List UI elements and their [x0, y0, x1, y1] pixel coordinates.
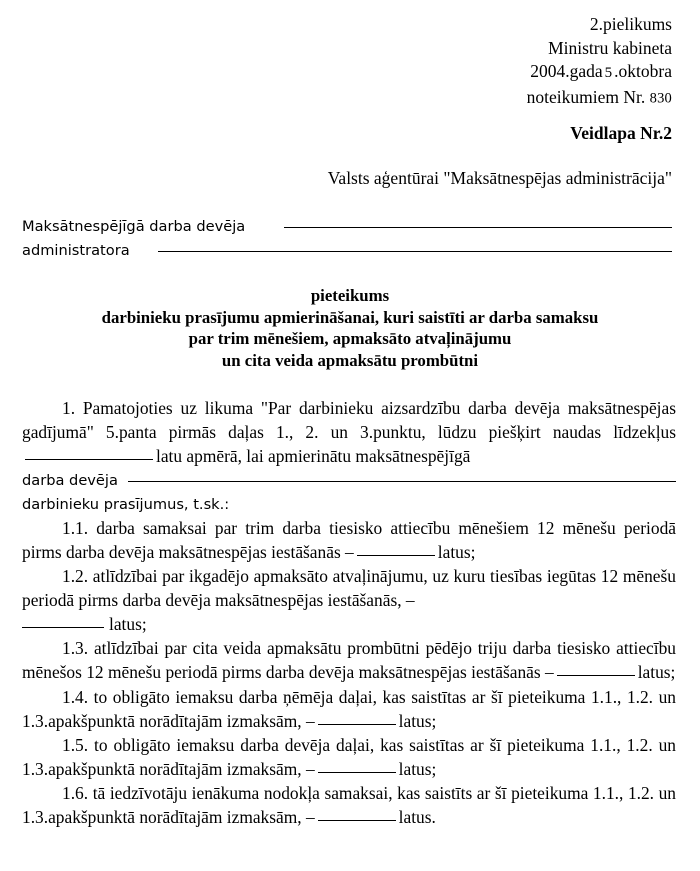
item-1-4-number: 1.4. — [62, 686, 89, 707]
item-1-6-number: 1.6. — [62, 782, 89, 803]
appendix-label: 2.pielikums — [589, 14, 672, 34]
administrator-row-1 — [22, 215, 672, 239]
item-1-4-unit: latus; — [398, 710, 437, 731]
form-number-heading: Veidlapa Nr.2 — [570, 123, 672, 143]
item-1-5-unit: latus; — [398, 758, 437, 779]
item-1-2 — [22, 564, 676, 612]
regulation-number-line — [527, 86, 672, 111]
item-1-6 — [22, 781, 676, 829]
item-1-5-number: 1.5. — [62, 734, 89, 755]
administrator-fill-in-block — [22, 215, 672, 263]
administrator-line1-label: Maksātnespējīgā darba devēja — [22, 218, 246, 235]
item-1-3-number: 1.3. — [62, 638, 89, 659]
regulation-number-prefix: noteikumiem Nr. — [526, 86, 646, 107]
administrator-name-field-line1[interactable] — [284, 227, 672, 228]
amount-field-1-1[interactable] — [357, 540, 435, 556]
title-line-3: par trim mēnešiem, apmaksāto atvaļinājumu — [188, 329, 512, 348]
item-1-4 — [22, 685, 676, 733]
item-1-5-text: to obligāto iemaksu darba devēja daļai, kas saistītas ar šī pieteikuma 1.1., 1.2. un 1.3.apakšpunktā norādītajām izmaksām, – — [22, 734, 676, 779]
item-1-1-number: 1.1. — [62, 517, 89, 538]
employer-name-field[interactable] — [128, 481, 676, 482]
item-1-2-unit: latus; — [109, 614, 147, 635]
regulation-date-day: 5 — [604, 65, 613, 81]
paragraph-1-text-part2: latu apmērā, lai apmierinātu maksātnespējīgā — [156, 446, 471, 467]
title-line-2: darbinieku prasījumu apmierināšanai, kuri saistīti ar darba samaksu — [101, 307, 599, 327]
item-1-4-text: to obligāto iemaksu darba ņēmēja daļai, kas saistītas ar šī pieteikuma 1.1., 1.2. un 1.3.apakšpunktā norādītajām izmaksām, – — [22, 686, 676, 731]
amount-field-total[interactable] — [25, 444, 153, 460]
regulation-date-line — [527, 60, 672, 86]
amount-field-1-4[interactable] — [318, 709, 396, 725]
item-1-3-unit: latus; — [637, 662, 676, 683]
item-1-1 — [22, 516, 676, 564]
employee-claims-tail: darbinieku prasījumus, t.sk.: — [22, 495, 230, 513]
item-1-6-unit: latus. — [398, 807, 436, 827]
amount-field-1-5[interactable] — [318, 757, 396, 773]
document-body — [22, 396, 676, 829]
item-1-1-unit: latus; — [437, 541, 476, 562]
item-1-2-text: atlīdzībai par ikgadējo apmaksāto atvaļinājumu, uz kuru tiesības iegūtas 12 mēnešu periodā pirms darba devēja maksātnespējas iestāšanās, – — [22, 566, 676, 611]
administrator-row-2 — [22, 239, 672, 263]
regulation-date-year: 2004.gada — [530, 61, 603, 81]
amount-field-1-3[interactable] — [557, 660, 635, 676]
amount-field-1-2[interactable] — [22, 612, 104, 628]
issuing-authority-label: Ministru kabineta — [548, 37, 672, 58]
item-1-2-continuation — [22, 612, 676, 636]
administrator-name-field-line2[interactable] — [158, 251, 672, 252]
addressee-line: Valsts aģentūrai "Maksātnespējas administrācija" — [327, 168, 672, 188]
item-1-6-text: tā iedzīvotāju ienākuma nodokļa samaksai, kas saistīts ar šī pieteikuma 1.1., 1.2. un 1.3.apakšpunktā norādītajām izmaksām, – — [22, 782, 676, 827]
item-1-5 — [22, 733, 676, 781]
item-1-3 — [22, 636, 676, 684]
title-line-1: pieteikums — [310, 286, 390, 305]
paragraph-1 — [22, 396, 676, 468]
employer-name-row — [22, 469, 676, 493]
amount-field-1-6[interactable] — [318, 805, 396, 821]
employer-name-label: darba devēja — [22, 471, 118, 489]
appendix-reference-block — [527, 13, 672, 111]
document-title — [40, 285, 660, 371]
paragraph-1-text-part1: 1. Pamatojoties uz likuma "Par darbinieku aizsardzību darba devēja maksātnespējas gadījumā" 5.panta pirmās daļas 1., 2. un 3.punktu, lūdzu piešķirt naudas līdzekļus — [22, 398, 676, 443]
item-1-3-text: atlīdzībai par cita veida apmaksātu prombūtni pēdējo triju darba tiesisko attiecību mēnešos 12 mēnešu periodā pirms darba devēja maksātnespējas iestāšanās – — [22, 638, 676, 683]
regulation-date-month: .oktobra — [614, 61, 672, 81]
item-1-2-number: 1.2. — [62, 566, 89, 587]
title-line-4: un cita veida apmaksātu prombūtni — [221, 350, 479, 370]
regulation-number-value: 830 — [649, 90, 672, 106]
item-1-1-text: darba samaksai par trim darba tiesisko attiecību mēnešiem 12 mēnešu periodā pirms darba devēja maksātnespējas iestāšanās – — [22, 517, 676, 562]
administrator-line2-label: administratora — [22, 242, 130, 259]
